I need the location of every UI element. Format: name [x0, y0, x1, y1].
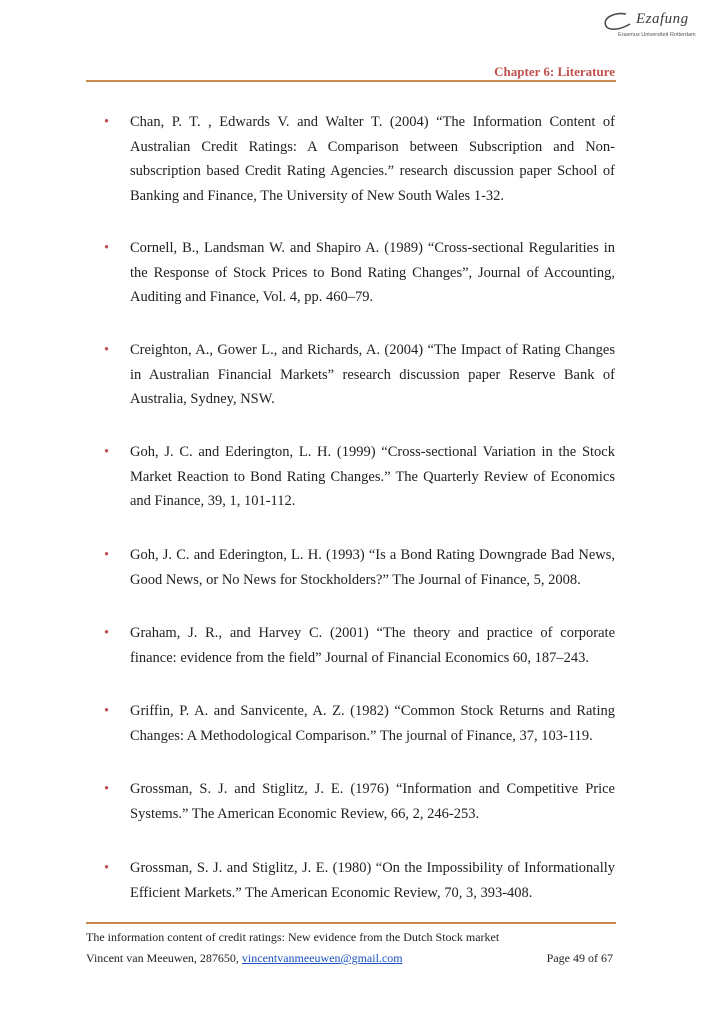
reference-text: Creighton, A., Gower L., and Richards, A. (2004) “The Impact of Rating Changes in Australian Financial Markets” research discussion paper Reserve Bank of Australia, Sydney, NSW. [130, 342, 615, 407]
reference-text: Graham, J. R., and Harvey C. (2001) “The theory and practice of corporate finance: evidence from the field” Journal of Financial Economics 60, 187–243. [130, 625, 615, 666]
footer-author: Vincent van Meeuwen, 287650, [86, 951, 242, 965]
reference-text: Chan, P. T. , Edwards V. and Walter T. (2004) “The Information Content of Australian Credit Ratings: A Comparison between Subscription and Non-subscription based Credit Rating Agencies.” research discussion paper School of Banking and Finance, The University of New South Wales 1-32. [130, 114, 615, 204]
reference-text: Grossman, S. J. and Stiglitz, J. E. (1976) “Information and Competitive Price Systems.” The American Economic Review, 66, 2, 246-253. [130, 781, 615, 822]
university-logo [596, 10, 706, 46]
bullet-icon: • [104, 860, 110, 876]
bullet-icon: • [104, 625, 110, 641]
bullet-icon: • [104, 547, 110, 563]
reference-text: Goh, J. C. and Ederington, L. H. (1999) “Cross-sectional Variation in the Stock Market Reaction to Bond Rating Changes.” The Quarterly Review of Economics and Finance, 39, 1, 101-112. [130, 444, 615, 509]
footer-author-line [86, 951, 403, 966]
bullet-icon: • [104, 114, 110, 130]
chapter-title: Chapter 6: Literature [494, 64, 615, 79]
bullet-icon: • [104, 240, 110, 256]
footer-divider [86, 922, 616, 924]
bullet-icon: • [104, 444, 110, 460]
reference-text: Griffin, P. A. and Sanvicente, A. Z. (1982) “Common Stock Returns and Rating Changes: A Methodological Comparison.” The journal of Finance, 37, 103-119. [130, 703, 615, 744]
bullet-icon: • [104, 781, 110, 797]
reference-text: Cornell, B., Landsman W. and Shapiro A. (1989) “Cross-sectional Regularities in the Response of Stock Prices to Bond Rating Changes”, Journal of Accounting, Auditing and Finance, Vol. 4, pp. 460–79. [130, 240, 615, 305]
page-number: Page 49 of 67 [546, 951, 613, 965]
header-divider [86, 80, 616, 82]
bullet-icon: • [104, 703, 110, 719]
footer-title: The information content of credit ratings: New evidence from the Dutch Stock market [86, 930, 500, 944]
logo-swoosh-icon [596, 10, 636, 34]
author-email-link[interactable]: vincentvanmeeuwen@gmail.com [241, 951, 403, 965]
logo-wordmark: Ezafung [636, 11, 689, 27]
logo-subtext: Erasmus Universiteit Rotterdam [618, 32, 696, 38]
reference-text: Goh, J. C. and Ederington, L. H. (1993) “Is a Bond Rating Downgrade Bad News, Good News, or No News for Stockholders?” The Journal of Finance, 5, 2008. [130, 547, 615, 588]
bullet-icon: • [104, 342, 110, 358]
reference-text: Grossman, S. J. and Stiglitz, J. E. (1980) “On the Impossibility of Informationally Efficient Markets.” The American Economic Review, 70, 3, 393-408. [130, 860, 615, 901]
